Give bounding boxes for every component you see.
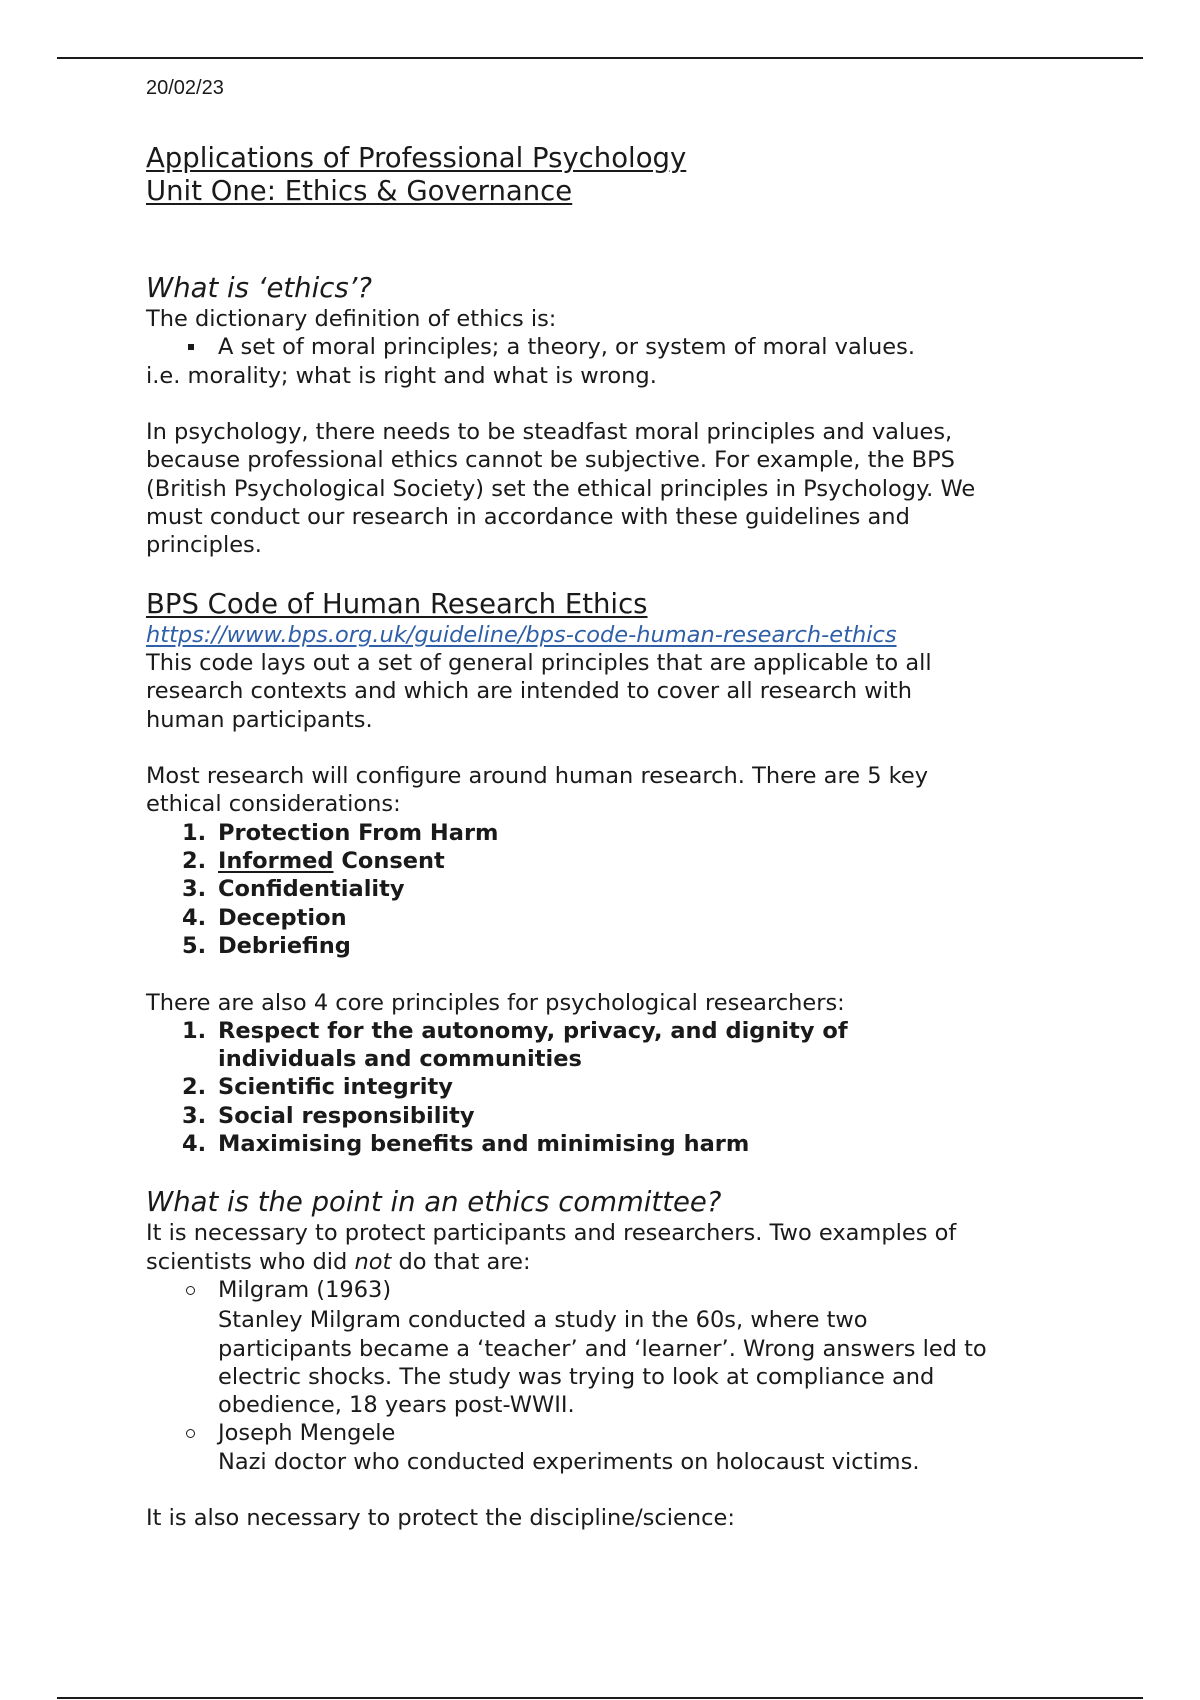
page-top-rule	[57, 57, 1143, 59]
example-desc-line-3: electric shocks. The study was trying to look at compliance and	[218, 1363, 935, 1390]
ethics-intro: The dictionary definition of ethics is:	[146, 306, 557, 332]
considerations-intro-line-2: ethical considerations:	[146, 791, 401, 818]
document-title	[146, 142, 1086, 208]
ethics-para-line-4: must conduct our research in accordance with these guidelines and	[146, 504, 910, 531]
list-number: 3.	[182, 1102, 207, 1129]
heading-bps-code: BPS Code of Human Research Ethics	[146, 587, 648, 620]
committee-line-2a: scientists who did	[146, 1248, 355, 1275]
consideration-text: Deception	[218, 904, 347, 931]
bps-desc-line-2: research contexts and which are intended to cover all research with	[146, 678, 912, 705]
list-number: 4.	[182, 1131, 207, 1158]
considerations-list	[146, 819, 1086, 960]
committee-paragraph	[146, 1219, 1086, 1276]
list-number: 3.	[182, 876, 207, 903]
example-description	[218, 1448, 1086, 1476]
consideration-underlined-word: Informed	[218, 848, 334, 875]
example-desc-line-1: Stanley Milgram conducted a study in the 60s, where two	[218, 1307, 868, 1334]
example-desc-line-4: obedience, 18 years post-WWII.	[218, 1392, 575, 1419]
bps-code-link[interactable]: https://www.bps.org.uk/guideline/bps-code-human-research-ethics	[146, 621, 897, 648]
principle-text-line-1: Respect for the autonomy, privacy, and dignity of	[218, 1017, 848, 1044]
list-item	[182, 1130, 1086, 1158]
bps-desc-line-3: human participants.	[146, 706, 373, 733]
example-name: Joseph Mengele	[218, 1420, 396, 1447]
square-bullet-icon	[188, 344, 194, 350]
principle-text: Maximising benefits and minimising harm	[218, 1131, 750, 1158]
list-number: 2.	[182, 1074, 207, 1101]
consideration-text: Consent	[333, 848, 445, 875]
definition-text: A set of moral principles; a theory, or system of moral values.	[218, 334, 916, 361]
example-description	[218, 1306, 1086, 1419]
ethics-para-line-1: In psychology, there needs to be steadfast moral principles and values,	[146, 419, 953, 446]
ethics-para-line-3: (British Psychological Society) set the ethical principles in Psychology. We	[146, 475, 976, 502]
principles-intro: There are also 4 core principles for psychological researchers:	[146, 989, 845, 1016]
list-item	[182, 819, 1086, 847]
bps-desc-line-1: This code lays out a set of general principles that are applicable to all	[146, 649, 932, 676]
list-number: 1.	[182, 819, 207, 846]
committee-emphasis-not: not	[354, 1248, 392, 1275]
document-body	[146, 76, 1086, 1533]
principles-list	[146, 1017, 1086, 1158]
committee-closing: It is also necessary to protect the discipline/science:	[146, 1505, 735, 1532]
circle-bullet-icon	[186, 1429, 195, 1438]
example-desc-line-1: Nazi doctor who conducted experiments on holocaust victims.	[218, 1448, 920, 1475]
principle-text: Scientific integrity	[218, 1074, 453, 1101]
consideration-text: Debriefing	[218, 932, 351, 959]
ethics-para-line-2: because professional ethics cannot be subjective. For example, the BPS	[146, 447, 955, 474]
list-number: 1.	[182, 1017, 207, 1044]
title-line-1: Applications of Professional Psychology	[146, 142, 687, 174]
page-bottom-rule	[57, 1697, 1143, 1699]
list-number: 5.	[182, 932, 207, 959]
bps-description	[146, 649, 1086, 734]
examples-list	[146, 1276, 1086, 1476]
definition-bullet-list	[146, 333, 1086, 361]
list-item	[182, 904, 1086, 932]
ethics-para-line-5: principles.	[146, 532, 262, 559]
committee-line-1: It is necessary to protect participants and researchers. Two examples of	[146, 1220, 957, 1247]
list-item	[182, 1102, 1086, 1130]
example-name: Milgram (1963)	[218, 1276, 392, 1303]
list-item	[182, 932, 1086, 960]
list-item	[218, 1276, 1086, 1419]
list-item	[182, 847, 1086, 875]
principle-text-line-2: individuals and communities	[218, 1046, 582, 1073]
heading-ethics-committee: What is the point in an ethics committee?	[146, 1186, 722, 1219]
definition-bullet	[218, 333, 1086, 361]
list-item	[218, 1419, 1086, 1476]
ethics-follow: i.e. morality; what is right and what is wrong.	[146, 362, 657, 389]
heading-what-is-ethics: What is ‘ethics’?	[146, 272, 373, 304]
committee-line-2c: do that are:	[391, 1248, 531, 1275]
considerations-intro	[146, 762, 1086, 819]
ethics-paragraph	[146, 418, 1086, 559]
list-item	[182, 1017, 1086, 1074]
example-desc-line-2: participants became a ‘teacher’ and ‘learner’. Wrong answers led to	[218, 1335, 987, 1362]
consideration-text: Confidentiality	[218, 876, 405, 903]
principle-text: Social responsibility	[218, 1102, 475, 1129]
considerations-intro-line-1: Most research will configure around human research. There are 5 key	[146, 763, 929, 790]
circle-bullet-icon	[186, 1286, 195, 1295]
list-number: 2.	[182, 848, 207, 875]
title-line-2: Unit One: Ethics & Governance	[146, 175, 573, 207]
list-number: 4.	[182, 904, 207, 931]
consideration-text: Protection From Harm	[218, 819, 499, 846]
list-item	[182, 1073, 1086, 1101]
document-date: 20/02/23	[146, 77, 224, 99]
list-item	[182, 875, 1086, 903]
